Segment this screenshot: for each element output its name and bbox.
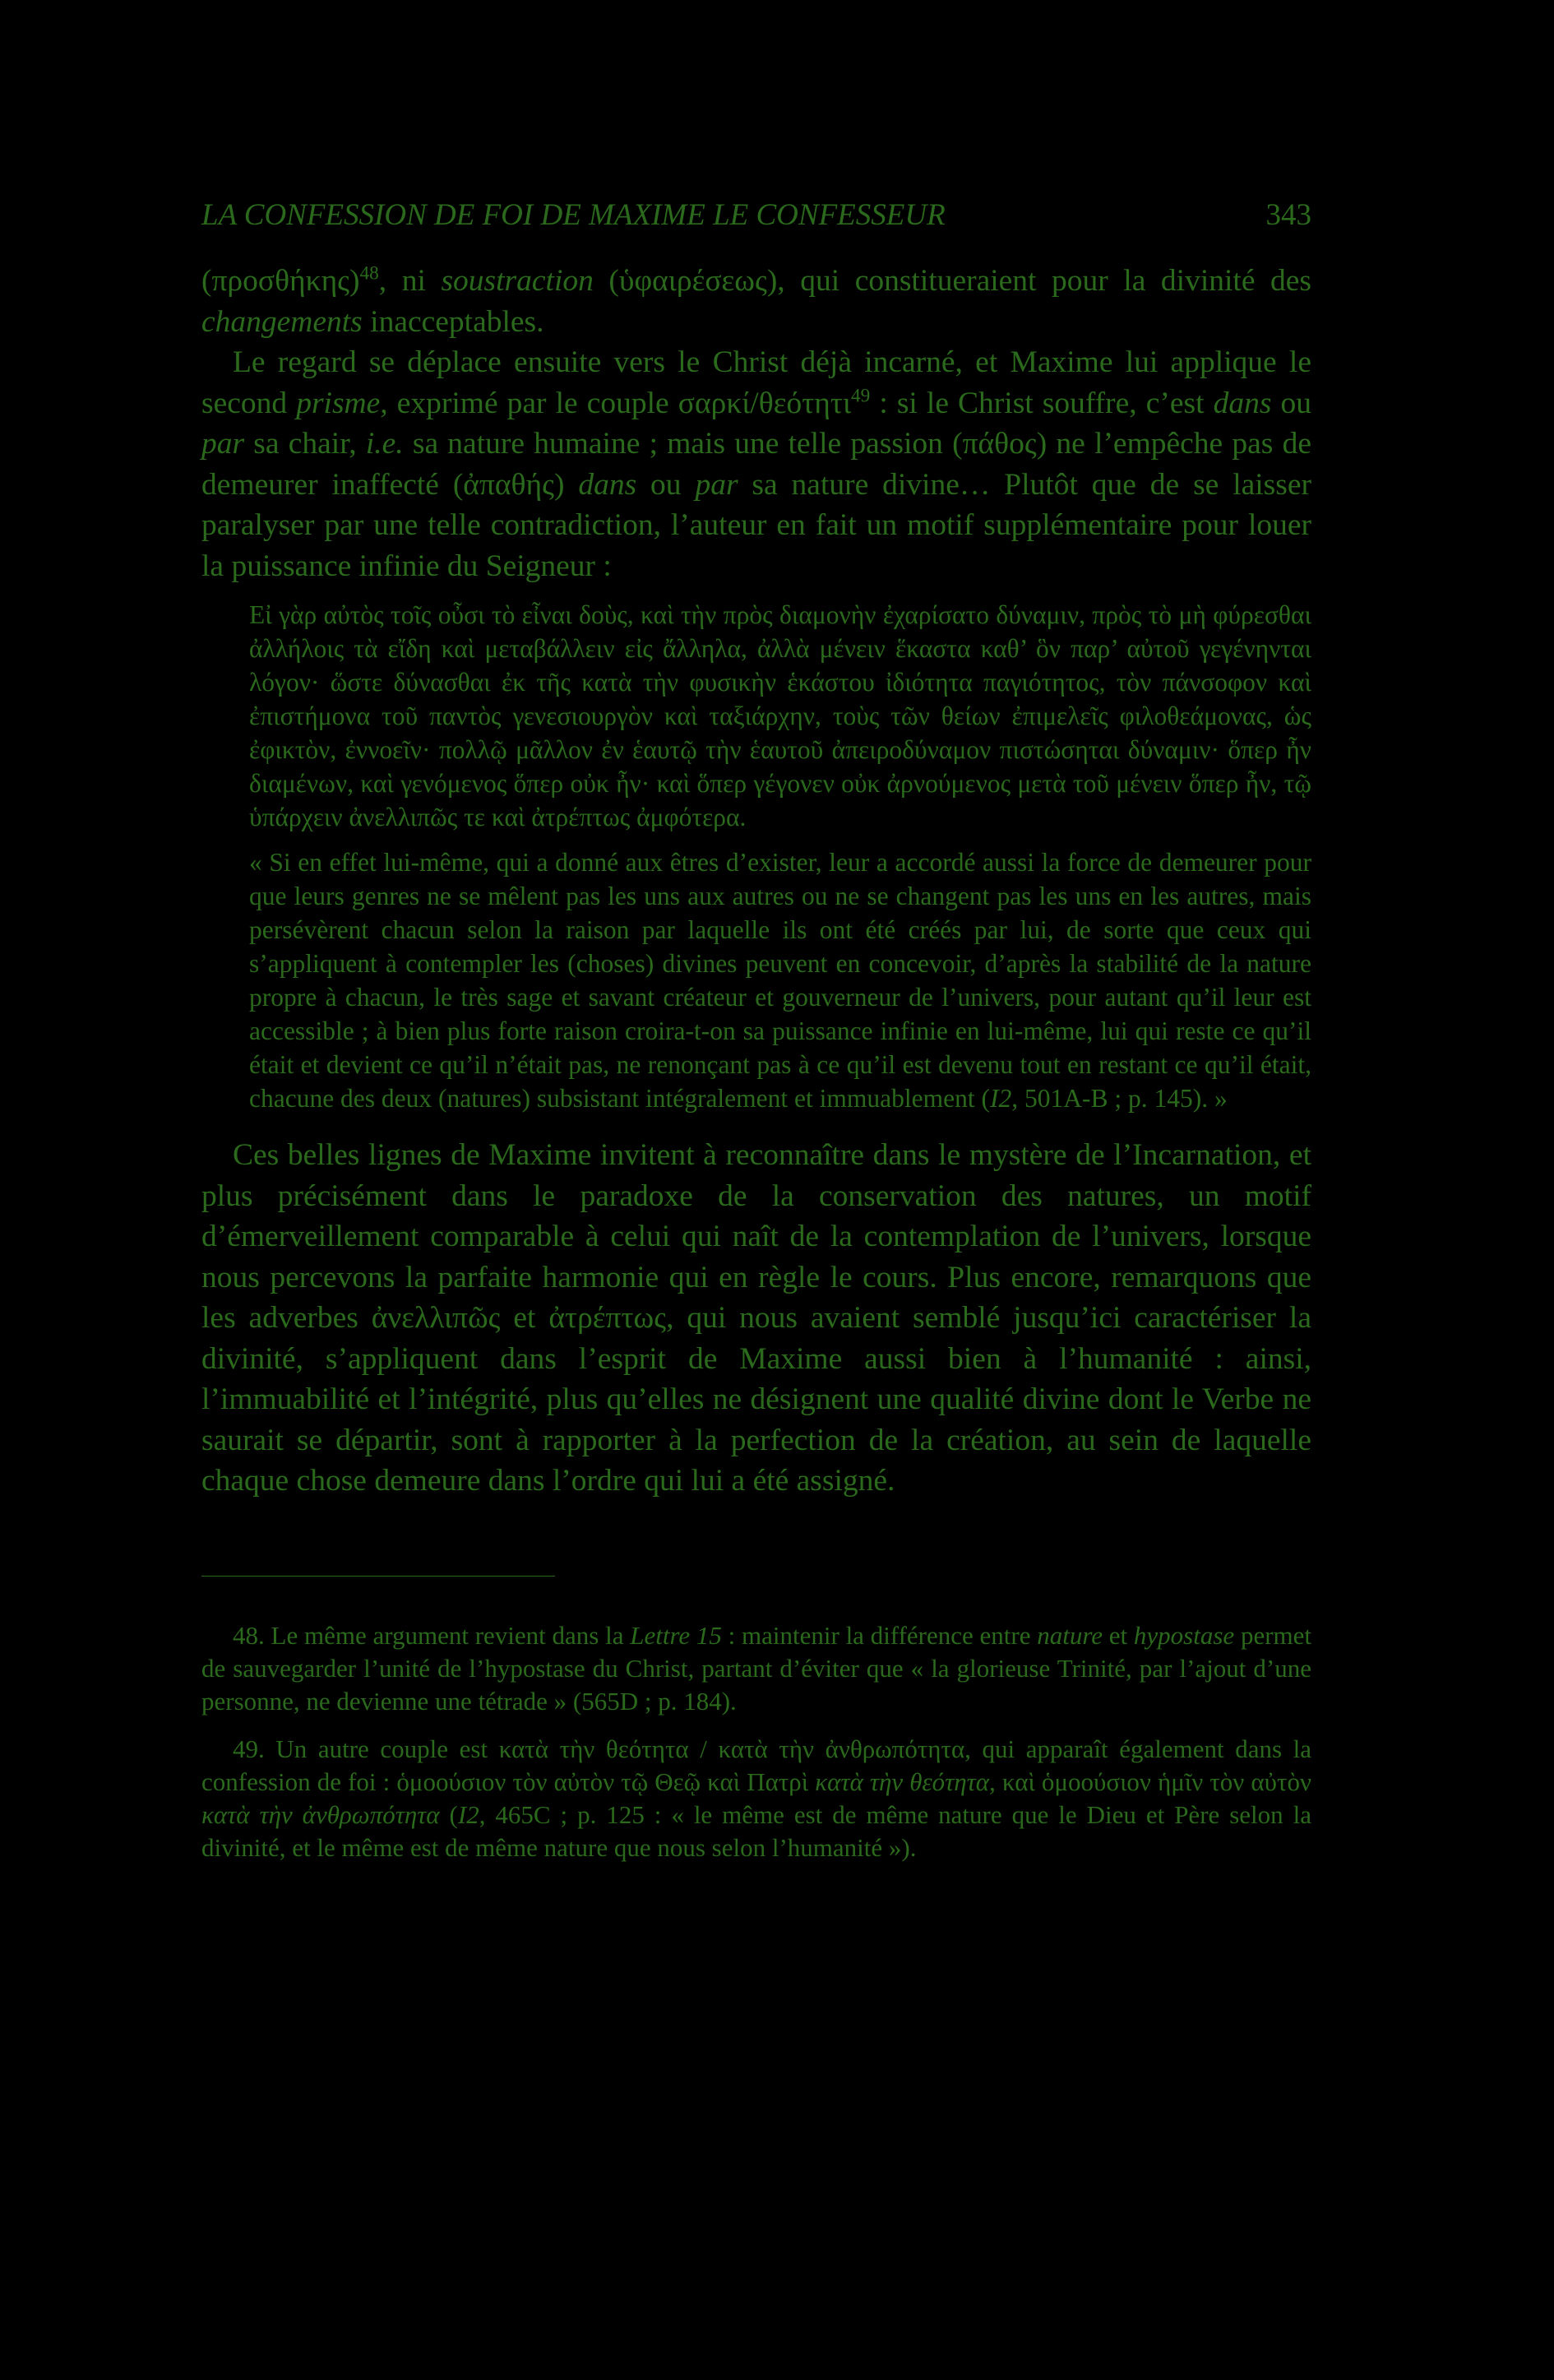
paragraph-1: $(\pi\rho o\sigma\theta ή\kappa\eta\varsigma)^{48}$, ni soustraction (ὑφαιρέσεως), qui constitueraient pour la divinité des changements inacceptables.: [201, 262, 1312, 339]
footnote-ref-49[interactable]: 49: [851, 385, 871, 406]
footnotes: [201, 1619, 1311, 1864]
greek-quotation: Εἰ γὰρ αὐτὸς τοῖς οὖσι τὸ εἶναι δοὺς, καὶ τὴν πρὸς διαμονὴν ἐχαρίσατο δύναμιν, πρὸς τὸ μὴ φύρεσθαι ἀλλήλοις τὰ εἴδη καὶ μεταβάλλειν εἰς ἄλληλα, ἀλλὰ μένειν ἕκαστα καθ’ ὃν παρ’ αὐτοῦ γεγένηνται λόγον· ὥστε δύνασθαι ἐκ τῆς κατὰ τὴν φυσικὴν ἑκάστου ἰδιότητα παγιότητος, τὸν πάνσοφον καὶ ἐπιστήμονα τοῦ παντὸς γενεσιουργὸν καὶ ταξιάρχην, τοὺς τῶν θείων ἐπιμελεῖς φιλοθεάμονας, ὡς ἐφικτὸν, ἐννοεῖν· πολλῷ μᾶλλον ἐν ἑαυτῷ τὴν ἑαυτοῦ ἀπειροδύναμον πιστώσηται δύναμιν· ὅπερ ἦν διαμένων, καὶ γενόμενος ὅπερ οὐκ ἦν· καὶ ὅπερ γέγονεν οὐκ ἀρνούμενος μετὰ τοῦ μένειν ὅπερ ἦν, τῷ ὑπάρχειν ἀνελλιπῶς τε καὶ ἀτρέπτως ἀμφότερα.: [249, 600, 1311, 831]
footnote-48: 48. Le même argument revient dans la Lettre 15 : maintenir la différence entre nature et hypostase permet de sauvegarder l’unité de l’hypostase du Christ, partant d’éviter que « la glorieuse Trinité, par l’ajout d’une personne, ne devienne une tétrade » (565D ; p. 184).: [201, 1620, 1312, 1716]
page-number: 343: [1265, 198, 1311, 232]
paragraph-3: Ces belles lignes de Maxime invitent à reconnaître dans le mystère de l’Incarnation, et plus précisément dans le paradoxe de la conservation des natures, un motif d’émerveillement comparable à celui qui naît de la contemplation de l’univers, lorsque nous percevons la parfaite harmonie qui en règle le cours. Plus encore, remarquons que les adverbes ἀνελλιπῶς et ἀτρέπτως, qui nous avaient semblé jusqu’ici caractériser la divinité, s’appliquent dans l’esprit de Maxime aussi bien à l’humanité : ainsi, l’immuabilité et l’intégrité, plus qu’elles ne désignent une qualité divine dont le Verbe ne saurait se départir, sont à rapporter à la perfection de la création, au sein de laquelle chaque chose demeure dans l’ordre qui lui a été assigné.: [201, 1138, 1311, 1498]
page: [201, 197, 1311, 1879]
french-translation: « Si en effet lui-même, qui a donné aux êtres d’exister, leur a accordé aussi la force de demeurer pour que leurs genres ne se mêlent pas les uns aux autres ou ne se changent pas les uns en les autres, mais persévèrent chacun selon la raison par laquelle ils ont été créés par lui, de sorte que ceux qui s’appliquent à contempler les (choses) divines peuvent en concevoir, d’après la stabilité de la nature propre à chacun, le très sage et savant créateur et gouverneur de l’univers, pour autant qu’il leur est accessible ; à bien plus forte raison croira-t-on sa puissance infinie en lui-même, lui qui reste ce qu’il était et devient ce qu’il n’était pas, ne renonçant pas à ce qu’il est devenu tout en restant ce qu’il était, chacune des deux (natures) subsistant intégralement et immuablement (I2, 501A-B ; p. 145). »: [249, 848, 1311, 1113]
paragraph-2: Le regard se déplace ensuite vers le Christ déjà incarné, et Maxime lui applique le second prisme, exprimé par le couple σαρκί/θεότητι$^{49}$ : si le Christ souffre, c’est dans ou par sa chair, i.e. sa nature humaine ; mais une telle passion (πάθος) ne l’empêche pas de demeurer inaffecté (ἀπαθής) dans ou par sa nature divine… Plutôt que de se laisser paralyser par une telle contradiction, l’auteur en fait un motif supplémentaire pour louer la puissance infinie du Seigneur :: [201, 345, 1311, 583]
footnote-49: 49. Un autre couple est κατὰ τὴν θεότητα / κατὰ τὴν ἀνθρωπότητα, qui apparaît également dans la confession de foi : ὁμοούσιον τὸν αὐτὸν τῷ Θεῷ καὶ Πατρὶ κατὰ τὴν θεότητα, καὶ ὁμοούσιον ἡμῖν τὸν αὐτὸν κατὰ τὴν ἀνθρωπότητα (I2, 465C ; p. 125 : « le même est de même nature que le Dieu et Père selon la divinité, et le même est de même nature que nous selon l’humanité »).: [201, 1734, 1311, 1862]
main-text-continued: [201, 1135, 1311, 1502]
running-header: [201, 197, 1311, 233]
running-title: LA CONFESSION DE FOI DE MAXIME LE CONFESSEUR: [201, 198, 946, 232]
footnote-ref-48[interactable]: 48: [359, 262, 379, 285]
main-text: [201, 261, 1311, 586]
footnote-divider: [201, 1576, 555, 1577]
block-quote: [249, 598, 1311, 1115]
